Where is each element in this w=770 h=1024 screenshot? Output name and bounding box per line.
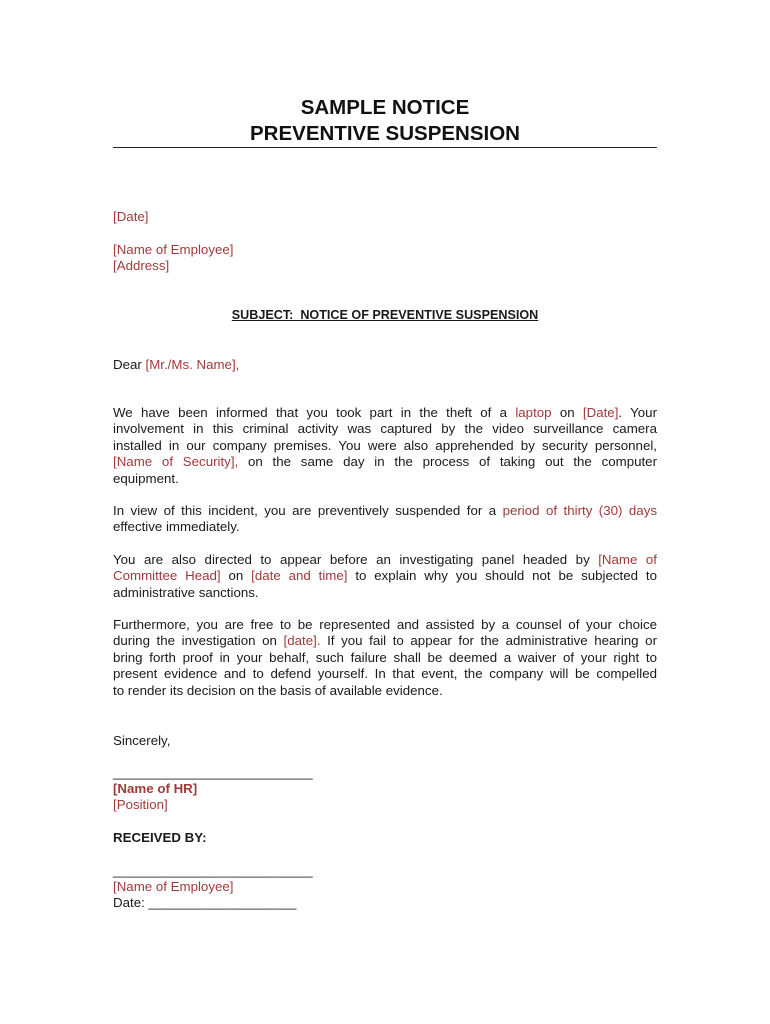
employee-signature-line: ___________________________ (113, 863, 313, 878)
hr-name-placeholder: [Name of HR] (113, 781, 198, 796)
paragraph-line: effective immediately. (113, 519, 240, 535)
salutation (113, 357, 239, 373)
letter-page (113, 0, 657, 1024)
security-name-placeholder: [Name of Security], (113, 454, 239, 470)
text-span: to explain why you should not be subjected to (347, 568, 657, 584)
address-placeholder: [Address] (113, 258, 170, 273)
text-span: during the investigation on (113, 633, 284, 649)
paragraph-representation (113, 617, 657, 699)
investigation-date-placeholder: [date]. (283, 633, 321, 649)
text-span: on (220, 568, 252, 584)
period-placeholder: period of thirty (30) days (502, 503, 657, 518)
received-employee-name-placeholder: [Name of Employee] (113, 879, 234, 894)
paragraph-line (113, 405, 657, 421)
paragraph-line: administrative sanctions. (113, 584, 259, 600)
date-placeholder: [Date] (113, 209, 149, 224)
paragraph-line (113, 568, 657, 584)
text-span: on the same day in the process of taking out the computer (238, 454, 658, 470)
paragraph-line: involvement in this criminal activity was captured by the video surveillance camera (113, 421, 657, 437)
paragraph-line (113, 503, 657, 519)
position-placeholder: [Position] (113, 797, 168, 812)
paragraph-line: bring forth proof in your behalf, such failure shall be deemed a waiver of your right to (113, 649, 657, 665)
title-divider (113, 147, 657, 148)
received-by-label: RECEIVED BY: (113, 830, 207, 845)
hr-signature-line: ___________________________ (113, 765, 313, 780)
committee-head-placeholder: Committee Head] (113, 568, 221, 584)
closing-sincerely: Sincerely, (113, 733, 171, 748)
salutation-prefix: Dear (113, 357, 146, 372)
text-span: You are also directed to appear before an investigating panel headed by (113, 552, 599, 567)
received-date-row (113, 895, 296, 911)
paragraph-line (113, 552, 657, 568)
incident-date-placeholder: [Date] (582, 405, 619, 420)
paragraph-suspension (113, 503, 657, 536)
text-span: If you fail to appear for the administrative hearing or (320, 633, 657, 649)
text-span: In view of this incident, you are preventively suspended for a (113, 503, 503, 518)
paragraph-line: Furthermore, you are free to be represented and assisted by a counsel of your choice (113, 617, 657, 632)
paragraph-line: installed in our company premises. You were also apprehended by security personnel, (113, 437, 657, 453)
text-span: . Your (618, 405, 658, 420)
text-span: We have been informed that you took part in the theft of a (113, 405, 516, 420)
salutation-name: [Mr./Ms. Name], (145, 357, 240, 372)
paragraph-line: to render its decision on the basis of available evidence. (113, 682, 443, 698)
employee-name-placeholder: [Name of Employee] (113, 242, 234, 257)
paragraph-line: present evidence and to defend yourself. In that event, the company will be compelled (113, 666, 657, 682)
title-line-2: PREVENTIVE SUSPENSION (250, 122, 520, 145)
committee-head-placeholder: [Name of (598, 552, 657, 567)
title-line-1: SAMPLE NOTICE (300, 96, 470, 119)
paragraph-line (113, 633, 657, 649)
date-label: Date: (113, 895, 149, 910)
paragraph-panel (113, 552, 657, 601)
paragraph-line (113, 454, 657, 470)
date-blank-line: ____________________ (148, 895, 297, 910)
paragraph-line: equipment. (113, 470, 179, 486)
item-placeholder: laptop (515, 405, 552, 420)
paragraph-theft (113, 405, 657, 487)
date-time-placeholder: [date and time] (251, 568, 348, 584)
subject-line: SUBJECT: NOTICE OF PREVENTIVE SUSPENSION (231, 308, 539, 322)
text-span: on (551, 405, 583, 420)
